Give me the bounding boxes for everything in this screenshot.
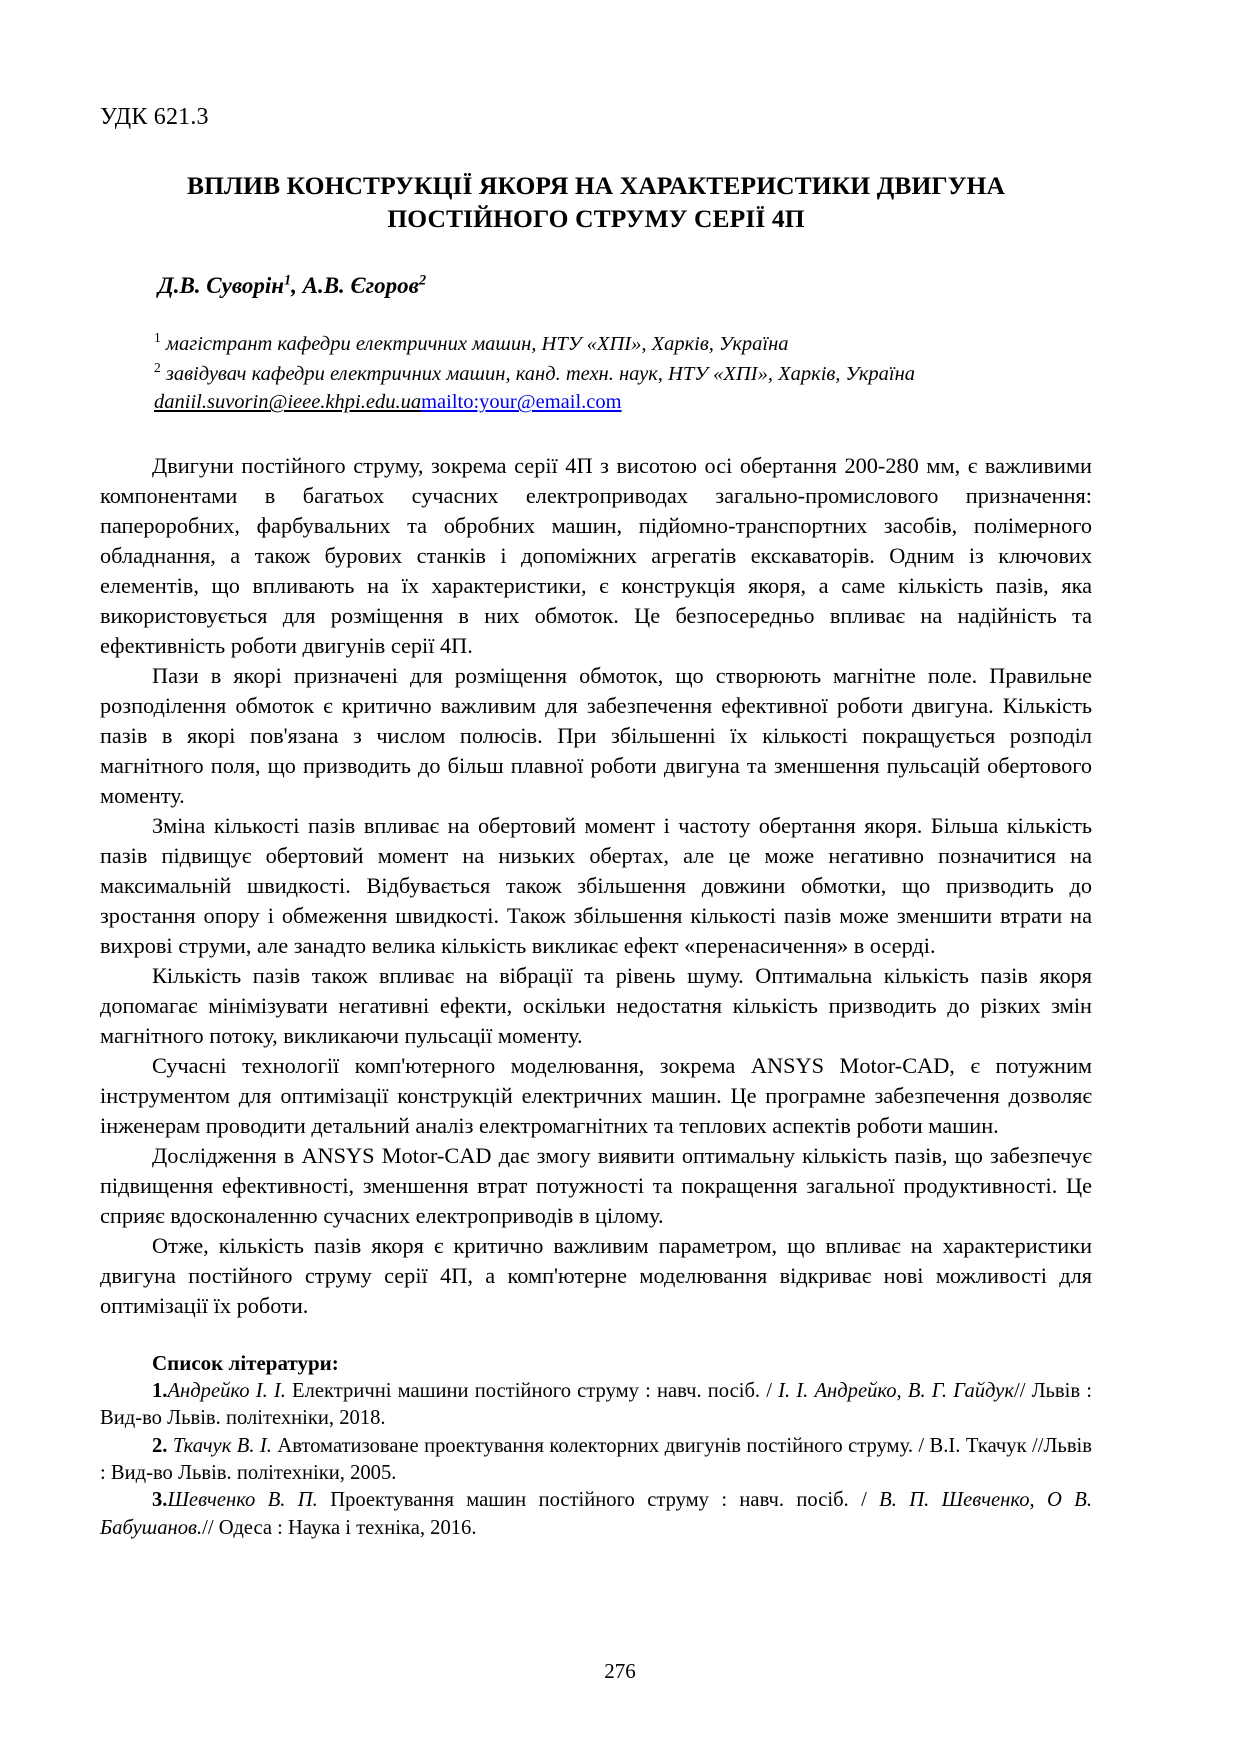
affiliation-2-marker: 2 — [154, 359, 161, 375]
author-1-name: Д.В. Суворін — [158, 272, 284, 298]
reference-2-author: Ткачук В. І. — [167, 1434, 272, 1457]
paragraph-1: Двигуни постійного струму, зокрема серії 4П з висотою осі обертання 200-280 мм, є важливими компонентами в багатьох сучасних електроприводах загально-промислового призначення: папероробних, фарбувальних та обробних машин, підйомно-транспортних засобів, полімерного обладнання, а також бурових станків і допоміжних агрегатів екскаваторів. Одним із ключових елементів, що впливають на їх характеристики, є конструкція якоря, а саме кількість пазів, яка використовується для розміщення в них обмоток. Це безпосередньо впливає на надійність та ефективність роботи двигунів серії 4П. — [100, 453, 1092, 659]
affiliation-1 — [154, 329, 1092, 359]
reference-1-tail: // Львів : Вид-во Львів. політехніки, 2018. — [100, 1379, 1092, 1430]
reference-3-number: 3. — [152, 1489, 168, 1512]
paragraph-6: Дослідження в ANSYS Motor-CAD дає змогу виявити оптимальну кількість пазів, що забезпечує підвищення ефективності, зменшення втрат потужності та покращення загальної продуктивності. Це сприяє вдосконаленню сучасних електроприводів в цілому. — [100, 1143, 1092, 1228]
article-body — [100, 451, 1092, 1321]
paragraph-3: Зміна кількості пазів впливає на обертовий момент і частоту обертання якоря. Більша кількість пазів підвищує обертовий момент на низьких обертах, але це може негативно позначитися на максимальній швидкості. Відбувається також збільшення довжини обмотки, що призводить до зростання опору і обмеження швидкості. Також збільшення кількості пазів може зменшити втрати на вихрові струми, але занадто велика кількість викликає ефект «перенасичення» в осерді. — [100, 813, 1092, 959]
reference-item-2 — [100, 1433, 1092, 1488]
references-heading: Список літератури: — [152, 1350, 339, 1375]
authors-line — [100, 272, 1092, 300]
reference-3-tail: // Одеса : Наука і техніка, 2016. — [202, 1516, 477, 1539]
email-mailto-link[interactable]: mailto:your@email.com — [421, 391, 622, 414]
paragraph-4: Кількість пазів також впливає на вібрації та рівень шуму. Оптимальна кількість пазів якоря допомагає мінімізувати негативні ефекти, оскільки недостатня кількість призводить до різких змін магнітного потоку, викликаючи пульсації моменту. — [100, 963, 1092, 1049]
reference-3-body: Проектування машин постійного струму : навч. посіб. / — [317, 1489, 880, 1512]
reference-item-1 — [100, 1378, 1092, 1433]
reference-2-tail: В.І. Ткачук //Львів : Вид-во Львів. політехніки, 2005. — [100, 1434, 1092, 1485]
reference-1-tail-author: І. І. Андрейко, В. Г. Гайдук — [778, 1379, 1014, 1402]
paragraph-7: Отже, кількість пазів якоря є критично важливим параметром, що впливає на характеристики двигуна постійного струму серії 4П, а комп'ютерне моделювання відкриває нові можливості для оптимізації їх роботи. — [100, 1232, 1092, 1318]
email-address[interactable]: daniil.suvorin@ieee.khpi.edu.ua — [154, 391, 422, 414]
paragraph-5: Сучасні технології комп'ютерного моделювання, зокрема ANSYS Motor-CAD, є потужним інструментом для оптимізації конструкцій електричних машин. Це програмне забезпечення дозволяє інженерам проводити детальний аналіз електромагнітних та теплових аспектів роботи машин. — [100, 1053, 1092, 1139]
references-list — [100, 1378, 1092, 1542]
udk-code: УДК 621.3 — [100, 104, 209, 130]
reference-3-tail-author: В. П. Шевченко, О В. Бабушанов. — [100, 1489, 1092, 1539]
page-number: 276 — [604, 1659, 636, 1683]
author-2-name: А.В. Єгоров — [302, 272, 419, 298]
affiliation-2-text: завідувач кафедри електричних машин, канд. техн. наук, НТУ «ХПІ», Харків, Україна — [160, 362, 916, 385]
paragraph-2: Пази в якорі призначені для розміщення обмоток, що створюють магнітне поле. Правильне розподілення обмоток є критично важливим для забезпечення ефективної роботи двигуна. Кількість пазів в якорі пов'язана з числом полюсів. При збільшенні їх кількості покращується розподіл магнітного поля, що призводить до більш плавної роботи двигуна та зменшення пульсацій обертового моменту. — [100, 663, 1092, 809]
reference-1-number: 1. — [152, 1379, 168, 1402]
affiliation-block — [100, 329, 1092, 417]
affiliation-1-text: магістрант кафедри електричних машин, НТУ «ХПІ», Харків, Україна — [160, 333, 789, 356]
title-line-2: ПОСТІЙНОГО СТРУМУ СЕРІЇ 4П — [387, 204, 805, 234]
reference-2-body: Автоматизоване проектування колекторних двигунів постійного струму. / — [271, 1434, 930, 1457]
reference-2-number: 2. — [152, 1434, 168, 1457]
affiliation-1-marker: 1 — [154, 330, 161, 346]
reference-item-3 — [100, 1487, 1092, 1542]
email-line — [154, 388, 1092, 417]
reference-1-body: Електричні машини постійного струму : навч. посіб. / — [285, 1379, 779, 1402]
author-2-marker: 2 — [418, 271, 427, 288]
title-line-1: ВПЛИВ КОНСТРУКЦІЇ ЯКОРЯ НА ХАРАКТЕРИСТИКИ ДВИГУНА — [187, 171, 1005, 201]
page-title — [130, 170, 1062, 235]
author-1-marker: 1 — [283, 271, 292, 288]
reference-1-author: Андрейко І. І. — [167, 1379, 286, 1402]
authors-separator: , — [291, 272, 303, 298]
reference-3-author: Шевченко В. П. — [167, 1489, 318, 1512]
affiliation-2 — [154, 359, 1092, 389]
